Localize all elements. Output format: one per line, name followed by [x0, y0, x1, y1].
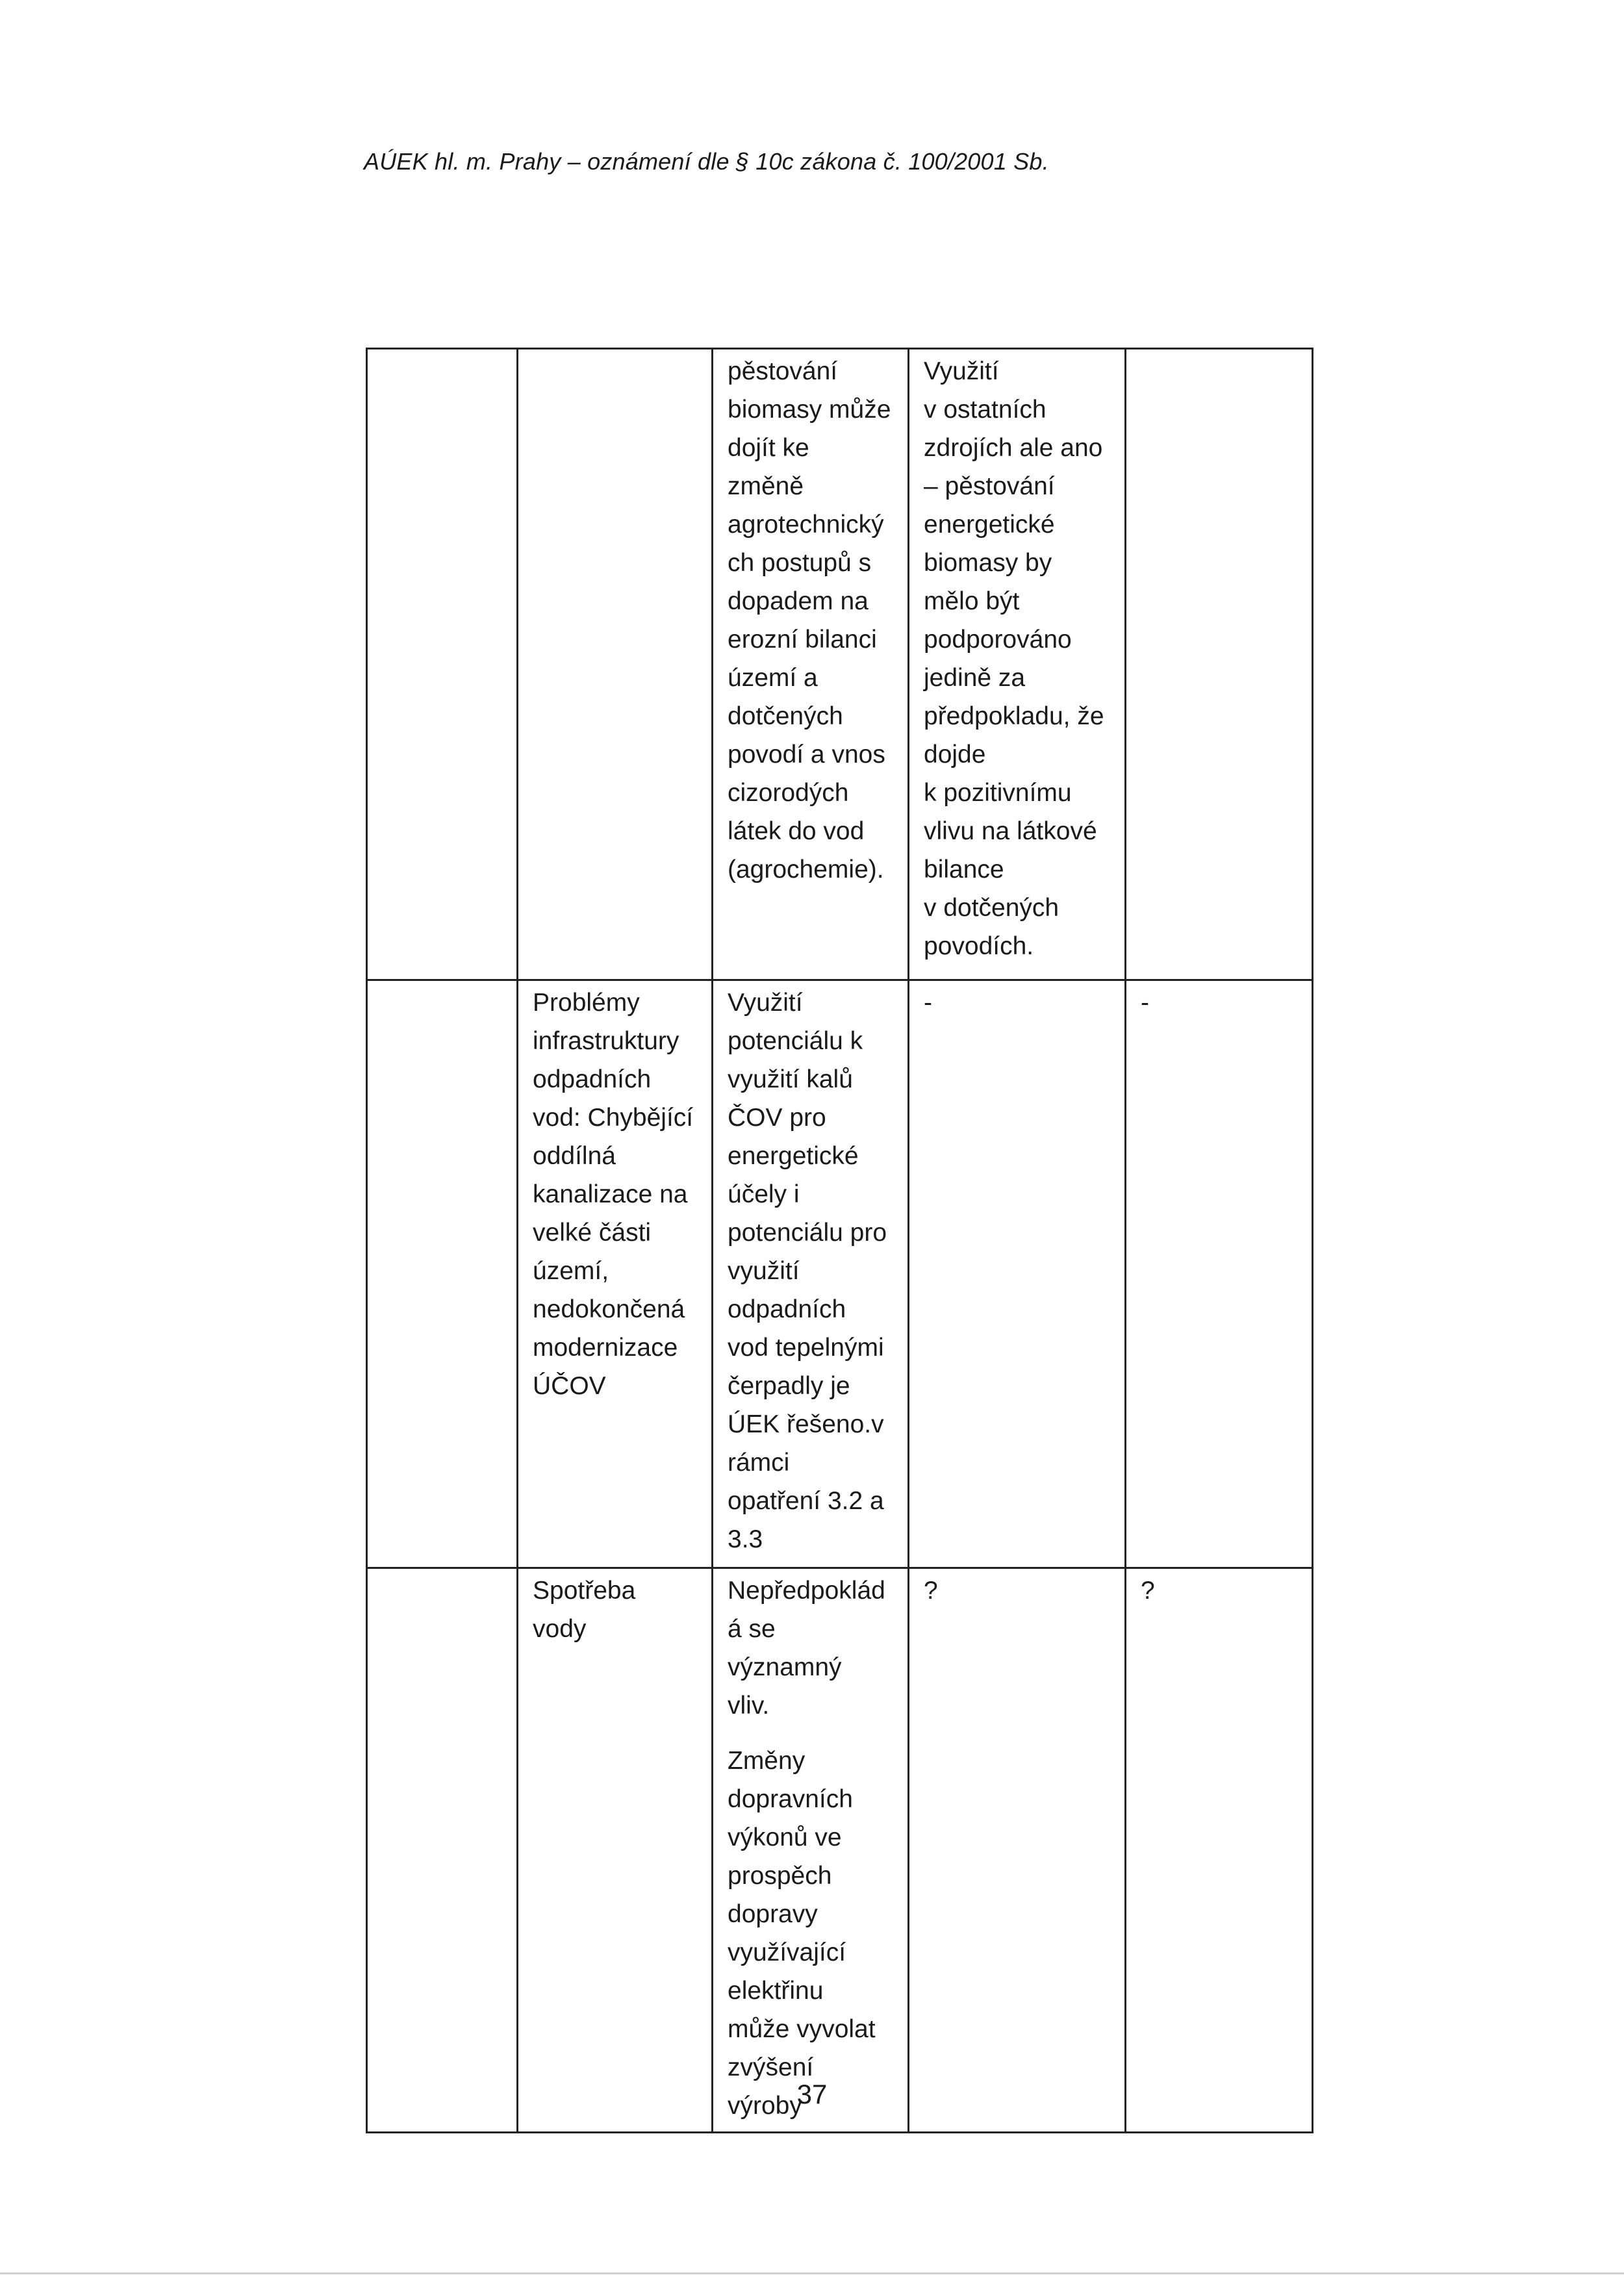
table-cell: Využití potenciálu k využití kalů ČOV pro energetické účely i potenciálu pro využití odpadních vod tepelnými čerpadly je ÚEK řešeno.v rámci opatření 3.2 a 3.3 — [713, 980, 909, 1568]
scan-edge-line — [0, 2272, 1624, 2274]
impact-assessment-table — [366, 348, 1313, 2133]
table-cell: Využití v ostatních zdrojích ale ano – pěstování energetické biomasy by mělo být podporováno jedině za předpokladu, že dojde k pozitivnímu vlivu na látkové bilance v dotčených povodích. — [909, 349, 1126, 980]
table-cell — [518, 349, 713, 980]
table-cell: - — [1126, 980, 1313, 1568]
table-row — [367, 349, 1313, 980]
table-cell: - — [909, 980, 1126, 1568]
table-cell: Spotřeba vody — [518, 1568, 713, 2133]
page-number: 37 — [796, 2079, 828, 2109]
cell-second-paragraph: Změny dopravních výkonů ve prospěch dopravy využívající elektřinu může vyvolat zvýšení výroby — [728, 1747, 876, 2120]
table-cell — [367, 1568, 518, 2133]
table-cell: Nepředpoklád á se významný vliv. Změny dopravních výkonů ve prospěch dopravy využívající elektřinu může vyvolat zvýšení výroby — [713, 1568, 909, 2133]
table-cell — [367, 349, 518, 980]
table-row — [367, 1568, 1313, 2133]
table-cell: pěstování biomasy může dojít ke změně agrotechnický ch postupů s dopadem na erozní bilanci území a dotčených povodí a vnos cizorodých látek do vod (agrochemie). — [713, 349, 909, 980]
table-cell — [1126, 349, 1313, 980]
table-cell: ? — [1126, 1568, 1313, 2133]
table-cell — [367, 980, 518, 1568]
table-cell: ? — [909, 1568, 1126, 2133]
table-row — [367, 980, 1313, 1568]
table-cell: Problémy infrastruktury odpadních vod: Chybějící oddílná kanalizace na velké části území, nedokončená modernizace ÚČOV — [518, 980, 713, 1568]
document-header: AÚEK hl. m. Prahy – oznámení dle § 10c zákona č. 100/2001 Sb. — [364, 148, 1049, 175]
